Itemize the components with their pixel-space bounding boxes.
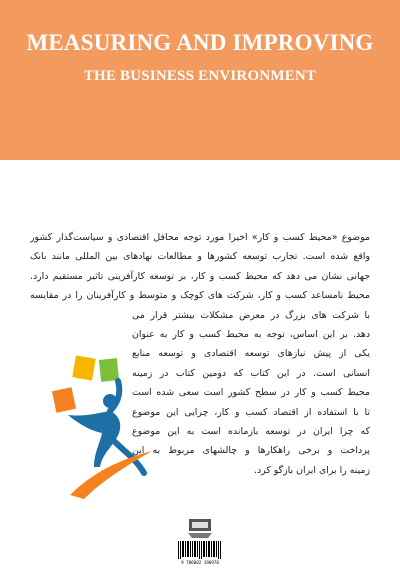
description-line: پرداخت و برخی راهکارها و چالشهای مربوط به این bbox=[132, 445, 370, 457]
description-line: تا با استفاده از اقتصاد کسب و کار، چرایی این موضوع bbox=[132, 406, 370, 418]
description-line: جهانی نشان می دهد که محیط کسب و کار، بر توسعه کارآفرینی تاثیر مستقیم دارد. bbox=[30, 270, 370, 282]
figure-with-books-icon bbox=[40, 355, 160, 500]
description-line: انسانی است. در این کتاب که دومین کتاب در زمینه bbox=[132, 367, 370, 379]
isbn-barcode bbox=[176, 540, 224, 568]
isbn-number: 9 786002 190970 bbox=[181, 560, 219, 565]
description-line: یکی از پیش نیازهای توسعه اقتصادی و توسعه منابع bbox=[132, 348, 370, 360]
description-line: محیط نامساعد کسب و کار، شرکت های کوچک و متوسط و کارآفرینان را در مقایسه bbox=[30, 290, 370, 302]
description-line: محیط کسب و کار در سطح کشور است سعی شده است bbox=[132, 387, 370, 399]
publisher-logo-icon bbox=[186, 517, 214, 539]
book-title-line-1: MEASURING AND IMPROVING bbox=[26, 30, 374, 55]
description-line: واقع شده است. تجارب توسعه کشورها و مطالعات نهادهای بین المللی مانند بانک bbox=[30, 251, 370, 263]
description-line: موضوع «محیط کسب و کار» اخیرا مورد توجه محافل اقتصادی و سیاست‌گذار کشور bbox=[30, 232, 370, 243]
description-line: که چرا ایران در توسعه بازمانده است به این موضوع bbox=[132, 426, 370, 438]
barcode-bars bbox=[178, 541, 222, 559]
header-band bbox=[0, 0, 400, 160]
book-title-line-2: THE BUSINESS ENVIRONMENT bbox=[83, 68, 317, 84]
description-line: زمینه را برای ایران بازگو کرد. bbox=[254, 464, 370, 476]
description-line: با شرکت های بزرگ در معرض مشکلات بیشتر قرار می bbox=[132, 309, 370, 321]
description-line: دهد. بر این اساس، توجه به محیط کسب و کار به عنوان bbox=[132, 329, 370, 341]
